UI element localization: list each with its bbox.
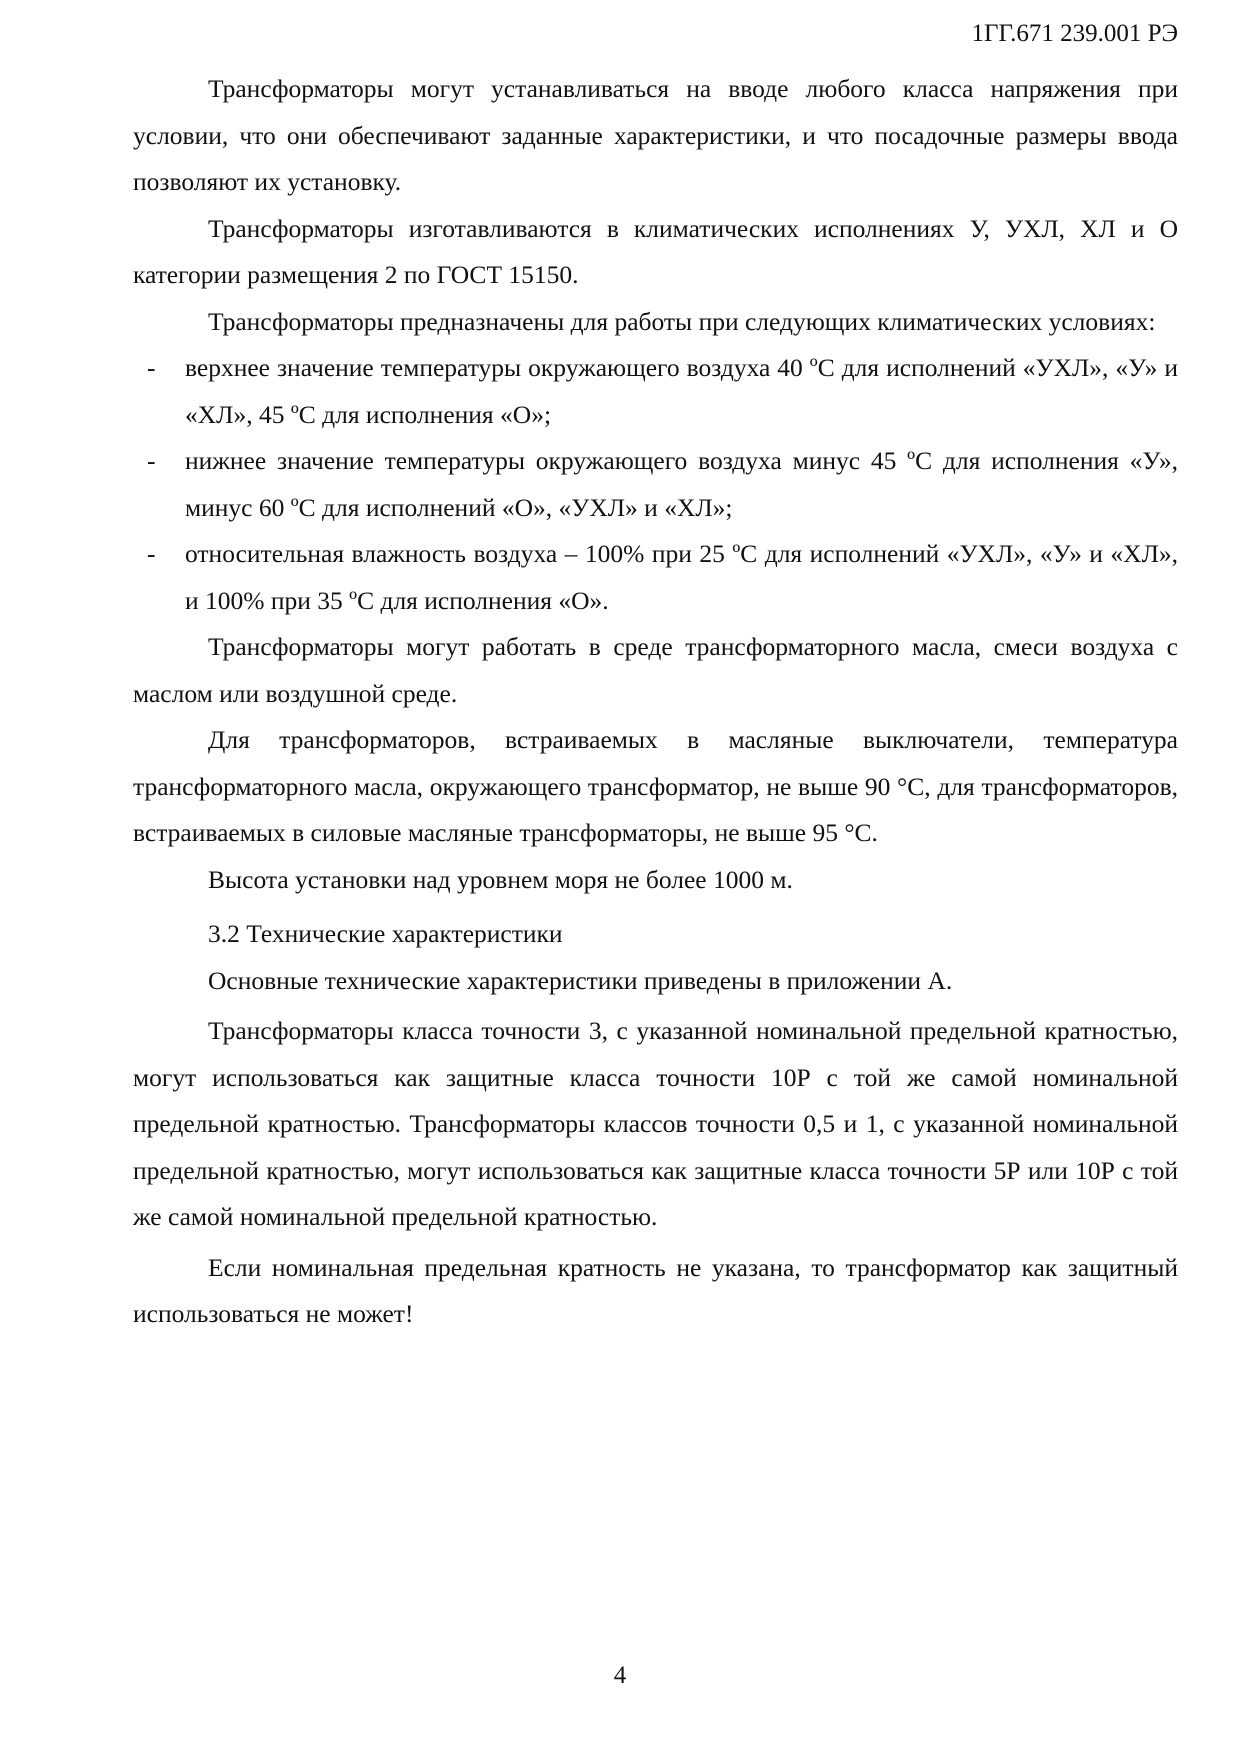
- list-item: [133, 345, 1178, 438]
- section-heading: 3.2 Технические характеристики: [208, 919, 563, 948]
- paragraph-altitude: Высота установки над уровнем моря не более 1000 м.: [208, 864, 793, 894]
- paragraph-operating-conditions: Трансформаторы предназначены для работы при следующих климатических условиях:: [208, 306, 1156, 336]
- paragraph-operating-medium: Трансформаторы могут работать в среде трансформаторного масла, смеси воздуха с маслом или воздушной среде.: [133, 632, 1178, 708]
- paragraph-climatic-versions: Трансформаторы изготавливаются в климатических исполнениях У, УХЛ, ХЛ и О категории размещения 2 по ГОСТ 15150.: [133, 213, 1178, 289]
- paragraph-oil-temperature: Для трансформаторов, встраиваемых в масляные выключатели, температура трансформаторного масла, окружающего трансформатор, не выше 90 °С, для трансформаторов, встраиваемых в силовые масляные трансформаторы, не выше 95 °С.: [133, 725, 1178, 847]
- list-marker: -: [147, 353, 156, 382]
- list-marker: -: [147, 539, 156, 568]
- list-item-text: относительная влажность воздуха – 100% при 25 ºС для исполнений «УХЛ», «У» и «ХЛ», и 100% при 35 ºС для исполнения «О».: [185, 539, 1178, 615]
- conditions-list: [133, 345, 1178, 624]
- paragraph-installation: Трансформаторы могут устанавливаться на вводе любого класса напряжения при условии, что они обеспечивают заданные характеристики, и что посадочные размеры ввода позволяют их установку.: [133, 74, 1178, 196]
- document-body: [133, 66, 1178, 1338]
- paragraph-main-characteristics: Основные технические характеристики приведены в приложении А.: [208, 965, 953, 995]
- paragraph-accuracy-classes: Трансформаторы класса точности 3, с указанной номинальной предельной кратностью, могут использоваться как защитные класса точности 10Р с той же самой номинальной предельной кратностью. Трансформаторы классов точности 0,5 и 1, с указанной номинальной предельной кратностью, могут использоваться как защитные класса точности 5Р или 10Р с той же самой номинальной предельной кратностью.: [133, 1016, 1178, 1231]
- list-item: [133, 531, 1178, 624]
- paragraph-warning: Если номинальная предельная кратность не указана, то трансформатор как защитный использоваться не может!: [133, 1252, 1178, 1328]
- list-marker: -: [147, 446, 156, 475]
- list-item: [133, 438, 1178, 531]
- list-item-text: верхнее значение температуры окружающего воздуха 40 ºС для исполнений «УХЛ», «У» и «ХЛ», 45 ºС для исполнения «О»;: [185, 353, 1178, 429]
- list-item-text: нижнее значение температуры окружающего воздуха минус 45 ºС для исполнения «У», минус 60 ºС для исполнений «О», «УХЛ» и «ХЛ»;: [185, 446, 1178, 522]
- page-number: 4: [613, 1662, 627, 1689]
- document-code: 1ГГ.671 239.001 РЭ: [971, 20, 1178, 47]
